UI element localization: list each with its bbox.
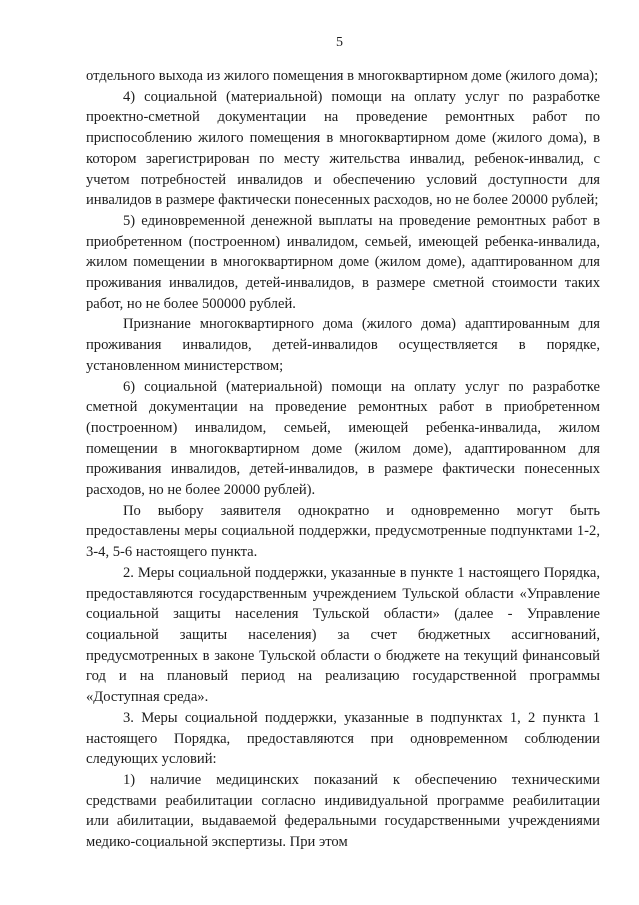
paragraph-condition-1: 1) наличие медицинских показаний к обеспечению техническими средствами реабилитации согласно индивидуальной программе реабилитации или абилитации, выдаваемой федеральными государственными учреждениями медико-социальной экспертизы. При этом	[86, 771, 600, 851]
paragraph-section-2: 2. Меры социальной поддержки, указанные в пункте 1 настоящего Порядка, предоставляются государственным учреждением Тульской области «Управление социальной защиты населения Тульской области» (далее - Управление социальной защиты населения) за счет бюджетных ассигнований, предусмотренных в законе Тульской области о бюджете на текущий финансовый год и на плановый период на реализацию государственной программы «Доступная среда».	[86, 564, 600, 706]
paragraph-adaptation-recognition: Признание многоквартирного дома (жилого дома) адаптированным для проживания инвалидов, детей-инвалидов осуществляется в порядке, установленном министерством;	[86, 316, 600, 374]
document-body	[86, 66, 600, 853]
page-number: 5	[336, 35, 343, 50]
paragraph-continuation: отдельного выхода из жилого помещения в многоквартирном доме (жилого дома);	[86, 68, 599, 84]
paragraph-subitem-5: 5) единовременной денежной выплаты на проведение ремонтных работ в приобретенном (построенном) инвалидом, семьей, имеющей ребенка-инвалида, жилом помещении в многоквартирном доме (жилом доме), адаптированном для проживания инвалидов, детей-инвалидов, в размере сметной стоимости таких работ, но не более 500000 рублей.	[86, 212, 600, 312]
paragraph-applicant-choice: По выбору заявителя однократно и одновременно могут быть предоставлены меры социальной поддержки, предусмотренные подпунктами 1-2, 3-4, 5-6 настоящего пункта.	[86, 502, 600, 561]
paragraph-subitem-4: 4) социальной (материальной) помощи на оплату услуг по разработке проектно-сметной документации на проведение ремонтных работ по приспособлению жилого помещения в многоквартирном доме (жилого дома), в котором зарегистрирован по месту жительства инвалид, ребенок-инвалид, с учетом потребностей инвалидов и обеспечению условий доступности для инвалидов в размере фактически понесенных расходов, но не более 20000 рублей;	[86, 88, 600, 209]
paragraph-subitem-6: 6) социальной (материальной) помощи на оплату услуг по разработке сметной документации на проведение ремонтных работ в приобретенном (построенном) инвалидом, семьей, имеющей ребенка-инвалида, жилом помещении в многоквартирном доме (жилом доме), адаптированном для проживания инвалидов, детей-инвалидов, в размере фактически понесенных расходов, но не более 20000 рублей).	[86, 378, 600, 499]
paragraph-section-3: 3. Меры социальной поддержки, указанные в подпунктах 1, 2 пункта 1 настоящего Порядка, предоставляются при одновременном соблюдении следующих условий:	[86, 709, 600, 768]
